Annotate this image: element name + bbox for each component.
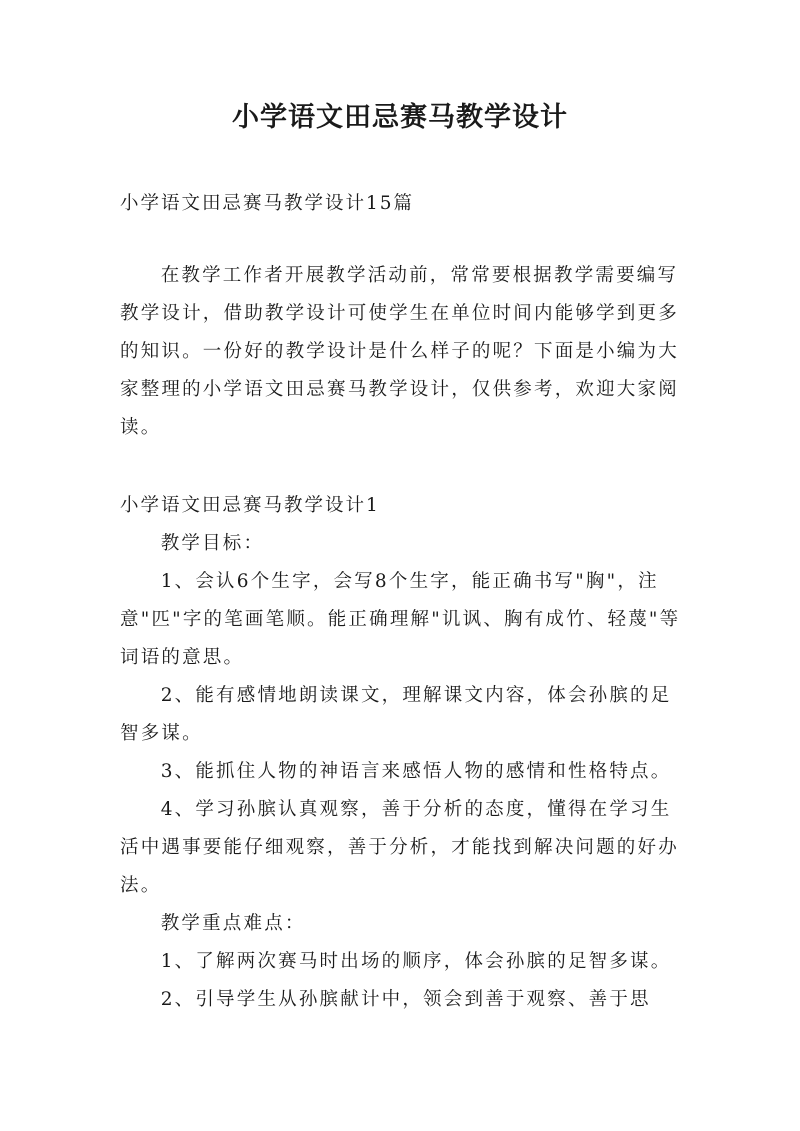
- intro-paragraph: 在教学工作者开展教学活动前，常常要根据教学需要编写教学设计，借助教学设计可使学生在单位时间内能够学到更多的知识。一份好的教学设计是什么样子的呢？下面是小编为大家整理的小学语文田忌赛马教学设计，仅供参考，欢迎大家阅读。: [120, 265, 679, 438]
- objective-item-4: 4、学习孙膑认真观察，善于分析的态度，懂得在学习生活中遇事要能仔细观察，善于分析，才能找到解决问题的好办法。: [120, 799, 679, 896]
- section-heading: 小学语文田忌赛马教学设计1: [120, 495, 380, 516]
- objective-item-3: 3、能抓住人物的神语言来感悟人物的感情和性格特点。: [160, 761, 672, 782]
- key-point-item-1: 1、了解两次赛马时出场的顺序，体会孙膑的足智多谋。: [160, 951, 672, 972]
- section-1: [120, 487, 690, 1019]
- key-point-item-2: 2、引导学生从孙膑献计中，领会到善于观察、善于思: [160, 989, 651, 1010]
- document-title: 小学语文田忌赛马教学设计: [232, 102, 568, 133]
- objective-item-1: 1、会认6个生字，会写8个生字，能正确书写"胸"，注意"匹"字的笔画笔顺。能正确理解"讥讽、胸有成竹、轻蔑"等词语的意思。: [120, 571, 681, 668]
- document-subtitle: 小学语文田忌赛马教学设计15篇: [120, 193, 415, 214]
- key-points-label: 教学重点难点：: [160, 913, 306, 934]
- objective-item-2: 2、能有感情地朗读课文，理解课文内容，体会孙膑的足智多谋。: [120, 685, 672, 744]
- objectives-label: 教学目标：: [160, 533, 265, 554]
